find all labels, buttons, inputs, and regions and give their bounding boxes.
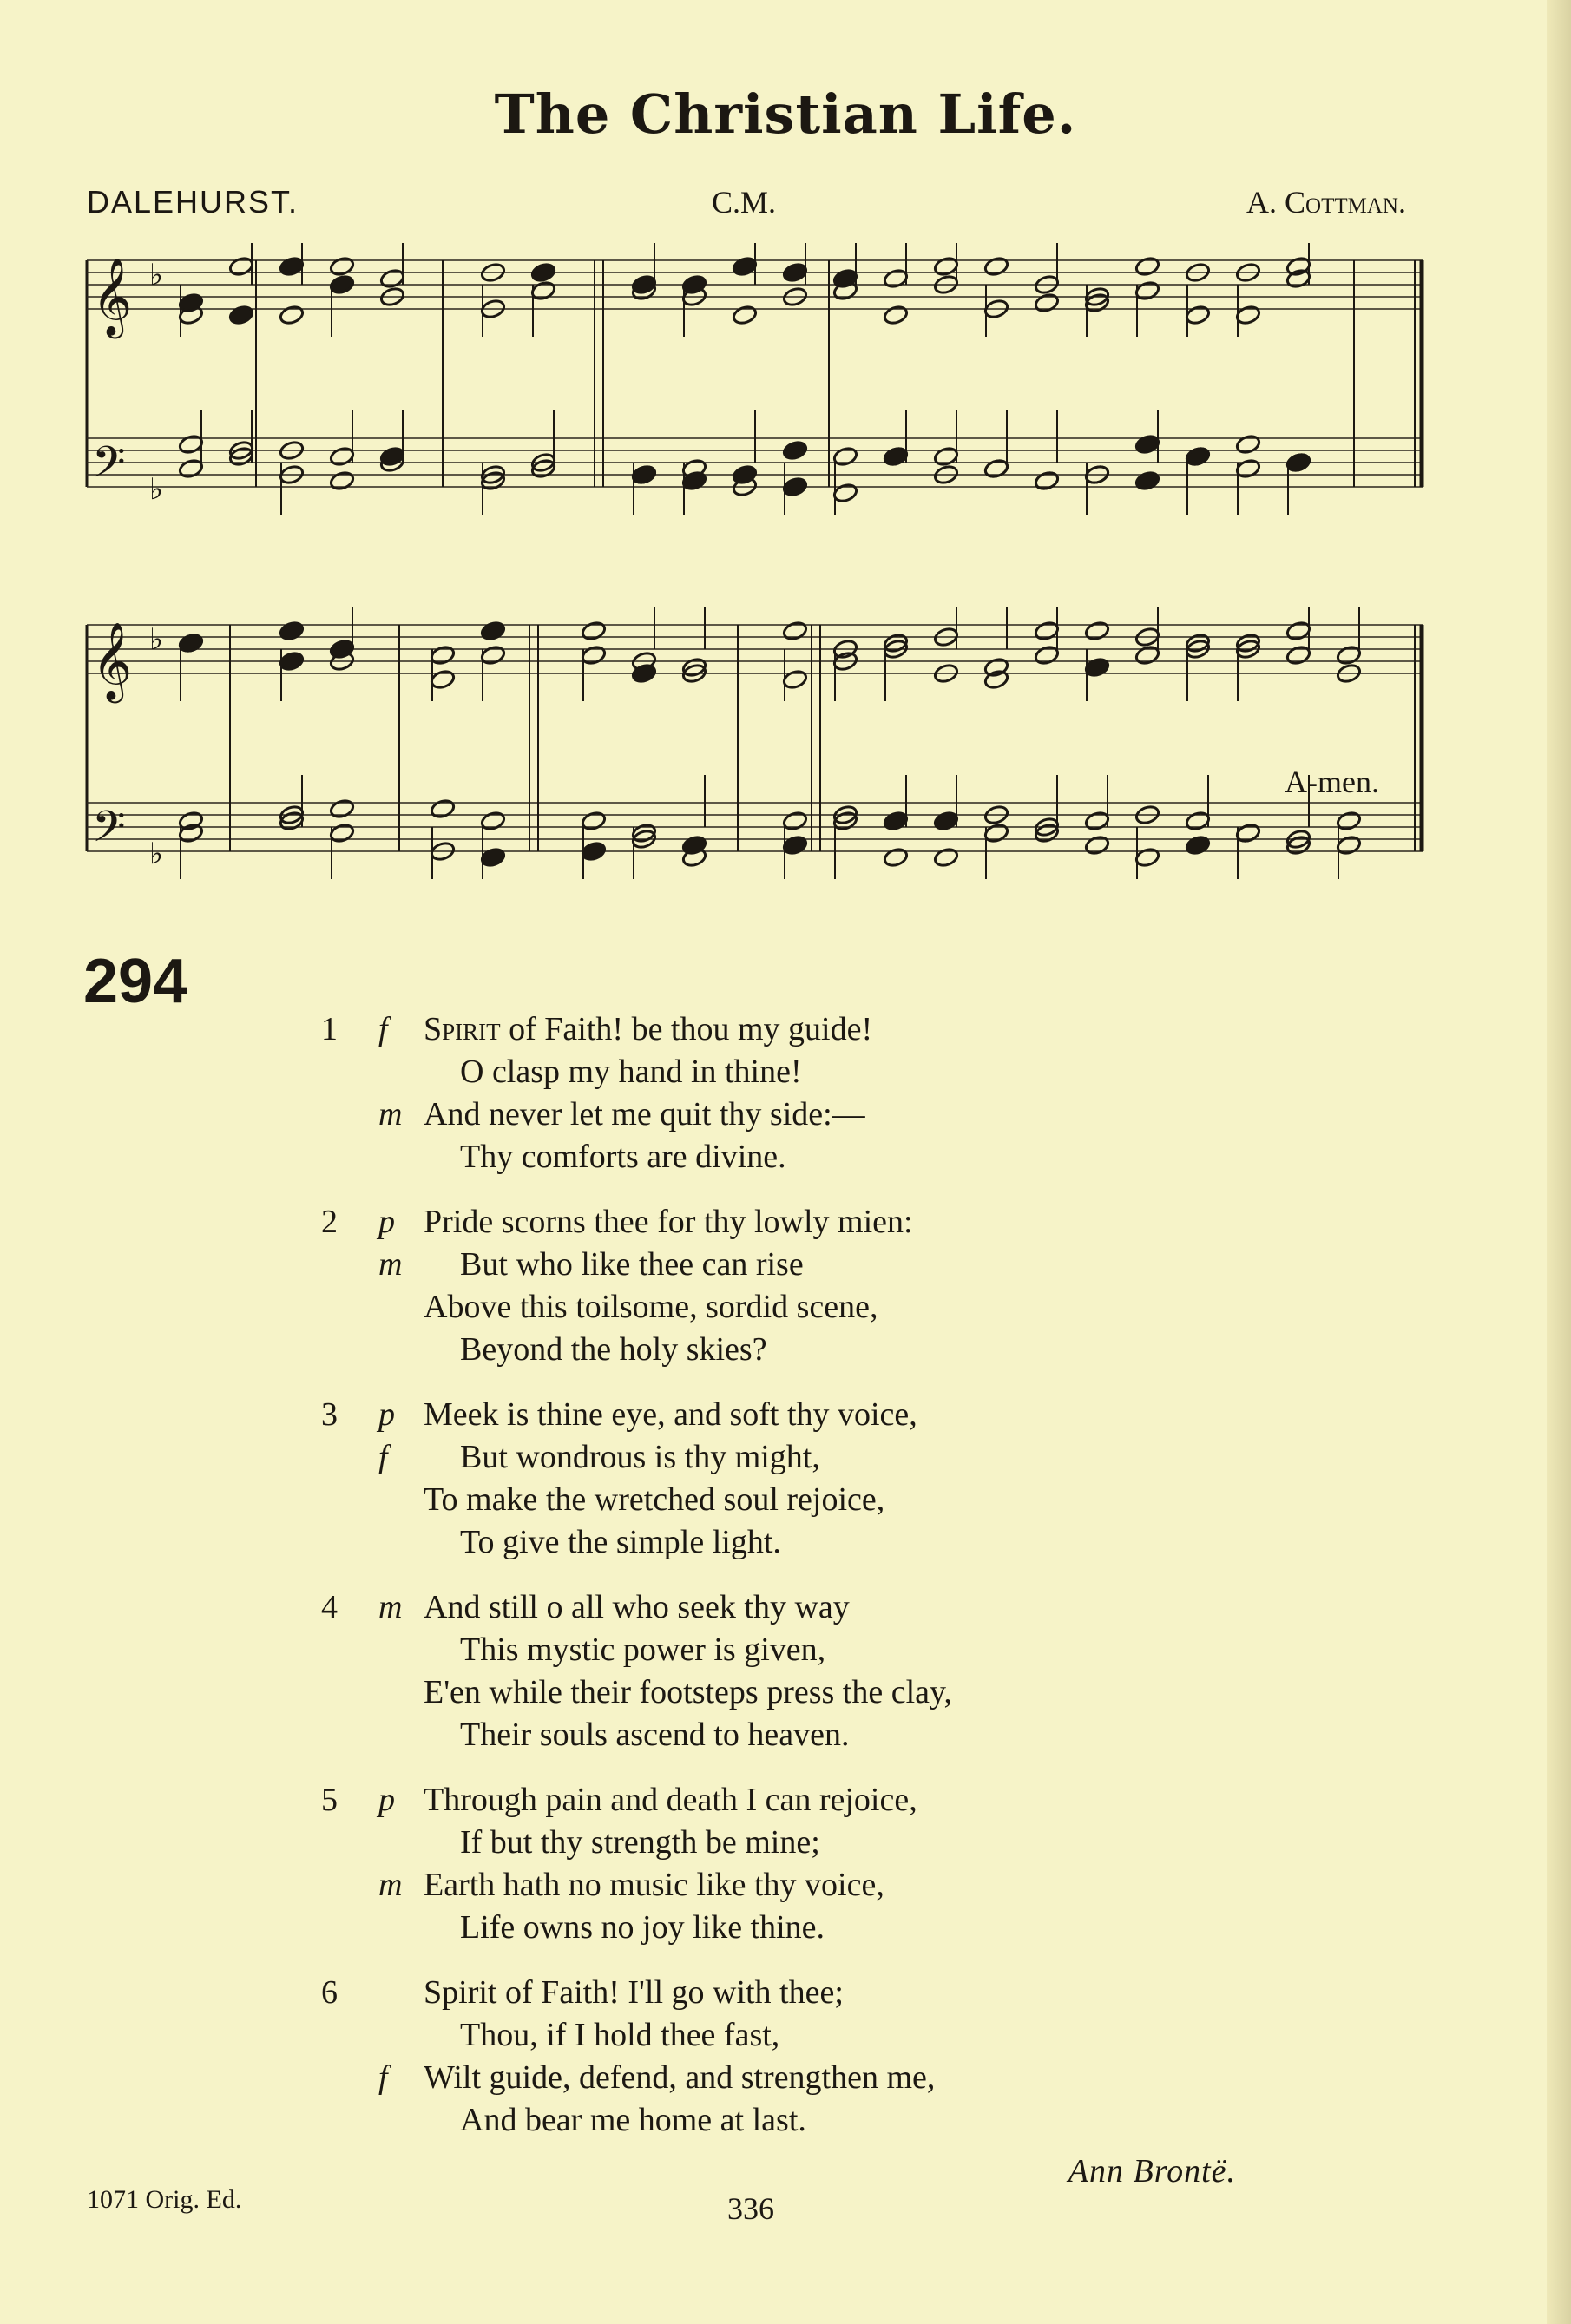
verse-line (321, 1329, 1189, 1371)
note-head (782, 811, 808, 832)
note-head (832, 483, 858, 504)
verse-text (424, 1479, 884, 1521)
verse-text-body: To give the simple light. (460, 1524, 781, 1560)
verse-text-body: Thou, if I hold thee fast, (460, 2017, 780, 2053)
bass-clef-icon: 𝄢 (92, 802, 126, 863)
note-head (581, 620, 607, 642)
verse-text-body: But wondrous is thy might, (460, 1439, 820, 1475)
note-head (1336, 835, 1362, 857)
hymn-number: 294 (83, 947, 188, 1016)
note-head (1185, 835, 1211, 857)
verse-line (321, 1907, 1189, 1949)
section-title: The Christian Life. (494, 82, 1077, 146)
verse-text-body: Above this toilsome, sordid scene, (424, 1289, 878, 1325)
note-head (1034, 620, 1060, 642)
dynamic-marking: m (378, 1589, 403, 1625)
flat-key-signature-icon: ♭ (149, 837, 164, 871)
note-head (430, 645, 456, 666)
note-head (480, 645, 506, 666)
verse-text (424, 1286, 878, 1329)
note-head (581, 841, 607, 863)
verse-text (460, 1329, 767, 1371)
verse-line (321, 1822, 1189, 1864)
note-head (178, 434, 204, 456)
note-head (279, 620, 305, 642)
verse-text (460, 2014, 779, 2057)
note-head (379, 268, 405, 290)
note-head (480, 620, 506, 642)
verse-number: 3 (321, 1396, 338, 1433)
note-head (1134, 645, 1160, 666)
flat-key-signature-icon: ♭ (149, 258, 164, 292)
verse-line (321, 1394, 1189, 1436)
verse-number: 5 (321, 1782, 338, 1818)
music-system-1 (78, 243, 1432, 573)
verse-text (460, 1136, 786, 1178)
note-head (1285, 645, 1311, 666)
note-head (1084, 620, 1110, 642)
verse-text (424, 1586, 850, 1629)
verse-text (460, 1629, 825, 1671)
verse-line (321, 1521, 1189, 1564)
verse-text-body: Earth hath no music like thy voice, (424, 1867, 884, 1903)
note-head (883, 847, 909, 869)
verse-line (321, 1972, 1189, 2014)
note-head (1134, 280, 1160, 302)
note-head (279, 256, 305, 278)
note-head (1336, 645, 1362, 666)
dynamic-marking: f (378, 1011, 388, 1047)
verse-text (424, 1008, 872, 1051)
verse-text (460, 1244, 804, 1286)
verse-text (424, 2057, 935, 2099)
note-head (430, 798, 456, 820)
note-head (1285, 452, 1311, 474)
verse-line (321, 1136, 1189, 1178)
page-number: 336 (727, 2191, 774, 2226)
verse (321, 1779, 1189, 1949)
verse-line (321, 1864, 1189, 1907)
music-staves-2 (78, 607, 1432, 937)
note-head (1034, 292, 1060, 314)
note-head (329, 798, 355, 820)
dynamic-marking: p (378, 1204, 395, 1240)
note-head (1235, 823, 1261, 844)
note-head (1285, 620, 1311, 642)
verse-text (424, 1093, 865, 1136)
note-head (732, 305, 758, 326)
note-head (329, 823, 355, 844)
verse (321, 1008, 1189, 1178)
verse-line (321, 1779, 1189, 1822)
verse-text (424, 1779, 917, 1822)
verse-lead-word: Spirit (424, 1011, 501, 1047)
note-head (1084, 835, 1110, 857)
verse-line (321, 1714, 1189, 1756)
note-head (933, 446, 959, 468)
note-head (883, 446, 909, 468)
verse-text (460, 2099, 806, 2142)
note-head (228, 256, 254, 278)
note-head (279, 305, 305, 326)
note-head (581, 811, 607, 832)
verse-text (460, 1051, 802, 1093)
verse-text (424, 1972, 844, 2014)
note-head (983, 256, 1009, 278)
note-head (1235, 305, 1261, 326)
verse-text (460, 1822, 820, 1864)
verse-number: 1 (321, 1011, 338, 1047)
verse-text-body: O clasp my hand in thine! (460, 1054, 802, 1090)
verse-line (321, 2057, 1189, 2099)
verse-text (460, 1714, 849, 1756)
note-head (178, 458, 204, 480)
bass-clef-icon: 𝄢 (92, 437, 126, 498)
amen-lyric: A-men. (1285, 765, 1379, 799)
dynamic-marking: m (378, 1096, 403, 1132)
hymn-author: Ann Brontë. (1068, 2153, 1236, 2189)
music-staves-1 (78, 243, 1432, 573)
verse-text (460, 1521, 781, 1564)
verse-number: 2 (321, 1204, 338, 1240)
note-head (1134, 434, 1160, 456)
note-head (983, 458, 1009, 480)
treble-clef-icon: 𝄞 (92, 622, 133, 700)
note-head (530, 262, 556, 284)
note-head (1034, 645, 1060, 666)
note-head (1134, 847, 1160, 869)
note-head (782, 620, 808, 642)
verse-text-body: But who like thee can rise (460, 1246, 804, 1283)
verse-text (424, 1394, 917, 1436)
note-head (883, 268, 909, 290)
edition-note: 1071 Orig. Ed. (87, 2185, 242, 2214)
verse-line (321, 1286, 1189, 1329)
treble-clef-icon: 𝄞 (92, 258, 133, 336)
dynamic-marking: f (378, 1439, 388, 1475)
verse-text-body: Meek is thine eye, and soft thy voice, (424, 1396, 917, 1433)
verse-text-body: And still o all who seek thy way (424, 1589, 850, 1625)
note-head (883, 811, 909, 832)
note-head (782, 440, 808, 462)
note-head (782, 669, 808, 691)
hymn-verses (321, 1008, 1189, 2164)
note-head (228, 305, 254, 326)
verse (321, 1586, 1189, 1756)
verse (321, 1394, 1189, 1564)
verse-text-body: E'en while their footsteps press the clay, (424, 1674, 953, 1710)
dynamic-marking: m (378, 1867, 403, 1903)
verse-text-body: Spirit of Faith! I'll go with thee; (424, 1974, 844, 2011)
verse-text (424, 1864, 884, 1907)
note-head (1084, 657, 1110, 679)
verse-line (321, 1436, 1189, 1479)
verse-line (321, 1051, 1189, 1093)
note-head (1185, 446, 1211, 468)
verse-text-body: Wilt guide, defend, and strengthen me, (424, 2059, 936, 2096)
dynamic-marking: m (378, 1246, 403, 1283)
dynamic-marking: p (378, 1782, 395, 1818)
verse-line (321, 1671, 1189, 1714)
verse-text-body: Thy comforts are divine. (460, 1139, 786, 1175)
verse-line (321, 1629, 1189, 1671)
verse-line (321, 2014, 1189, 2057)
note-head (1134, 256, 1160, 278)
verse-line (321, 1093, 1189, 1136)
verse-text-body: If but thy strength be mine; (460, 1824, 820, 1861)
dynamic-marking: f (378, 2059, 388, 2096)
flat-key-signature-icon: ♭ (149, 622, 164, 657)
verse-text-body: Life owns no joy like thine. (460, 1909, 825, 1946)
note-head (883, 305, 909, 326)
verse-text (424, 1671, 952, 1714)
flat-key-signature-icon: ♭ (149, 472, 164, 507)
music-system-2 (78, 607, 1432, 937)
verse-text-body: Through pain and death I can rejoice, (424, 1782, 917, 1818)
note-head (1034, 470, 1060, 492)
note-head (782, 262, 808, 284)
verse-line (321, 1008, 1189, 1051)
verse-line (321, 2099, 1189, 2142)
verse-text-body: Their souls ascend to heaven. (460, 1717, 850, 1753)
note-head (1084, 811, 1110, 832)
verse-line (321, 1201, 1189, 1244)
note-head (279, 651, 305, 673)
verse-text (424, 1201, 913, 1244)
note-head (480, 811, 506, 832)
note-head (631, 464, 657, 486)
note-head (1185, 811, 1211, 832)
note-head (933, 256, 959, 278)
note-head (782, 476, 808, 498)
note-head (732, 256, 758, 278)
note-head (1134, 470, 1160, 492)
note-head (832, 446, 858, 468)
verse-text-body: This mystic power is given, (460, 1631, 826, 1668)
note-head (933, 811, 959, 832)
note-head (933, 847, 959, 869)
note-head (430, 669, 456, 691)
verse-text-body: Pride scorns thee for thy lowly mien: (424, 1204, 913, 1240)
dynamic-marking: p (378, 1396, 395, 1433)
verse-text-body: Beyond the holy skies? (460, 1331, 767, 1368)
note-head (581, 645, 607, 666)
verse-number: 4 (321, 1589, 338, 1625)
note-head (530, 280, 556, 302)
verse-line (321, 1586, 1189, 1629)
verse-text-body: And never let me quit thy side:— (424, 1096, 865, 1132)
verse-text (460, 1436, 820, 1479)
verse-number: 6 (321, 1974, 338, 2011)
verse (321, 1972, 1189, 2142)
verse-text-body: And bear me home at last. (460, 2102, 806, 2138)
verse-text-body: of Faith! be thou my guide! (500, 1011, 873, 1047)
page-edge (1547, 0, 1571, 2324)
composer: A. Cottman. (1246, 185, 1406, 220)
note-head (329, 470, 355, 492)
note-head (1185, 305, 1211, 326)
note-head (329, 274, 355, 296)
note-head (983, 823, 1009, 844)
verse (321, 1201, 1189, 1371)
note-head (1336, 811, 1362, 832)
note-head (329, 256, 355, 278)
note-head (1235, 458, 1261, 480)
verse-line (321, 1479, 1189, 1521)
tune-name: DALEHURST. (87, 184, 299, 220)
verse-text-body: To make the wretched soul rejoice, (424, 1481, 885, 1518)
meter: C.M. (712, 185, 777, 220)
note-head (178, 633, 204, 654)
note-head (782, 835, 808, 857)
verse-line (321, 1244, 1189, 1286)
verse-text (460, 1907, 825, 1949)
note-head (480, 847, 506, 869)
note-head (1235, 434, 1261, 456)
note-head (329, 446, 355, 468)
